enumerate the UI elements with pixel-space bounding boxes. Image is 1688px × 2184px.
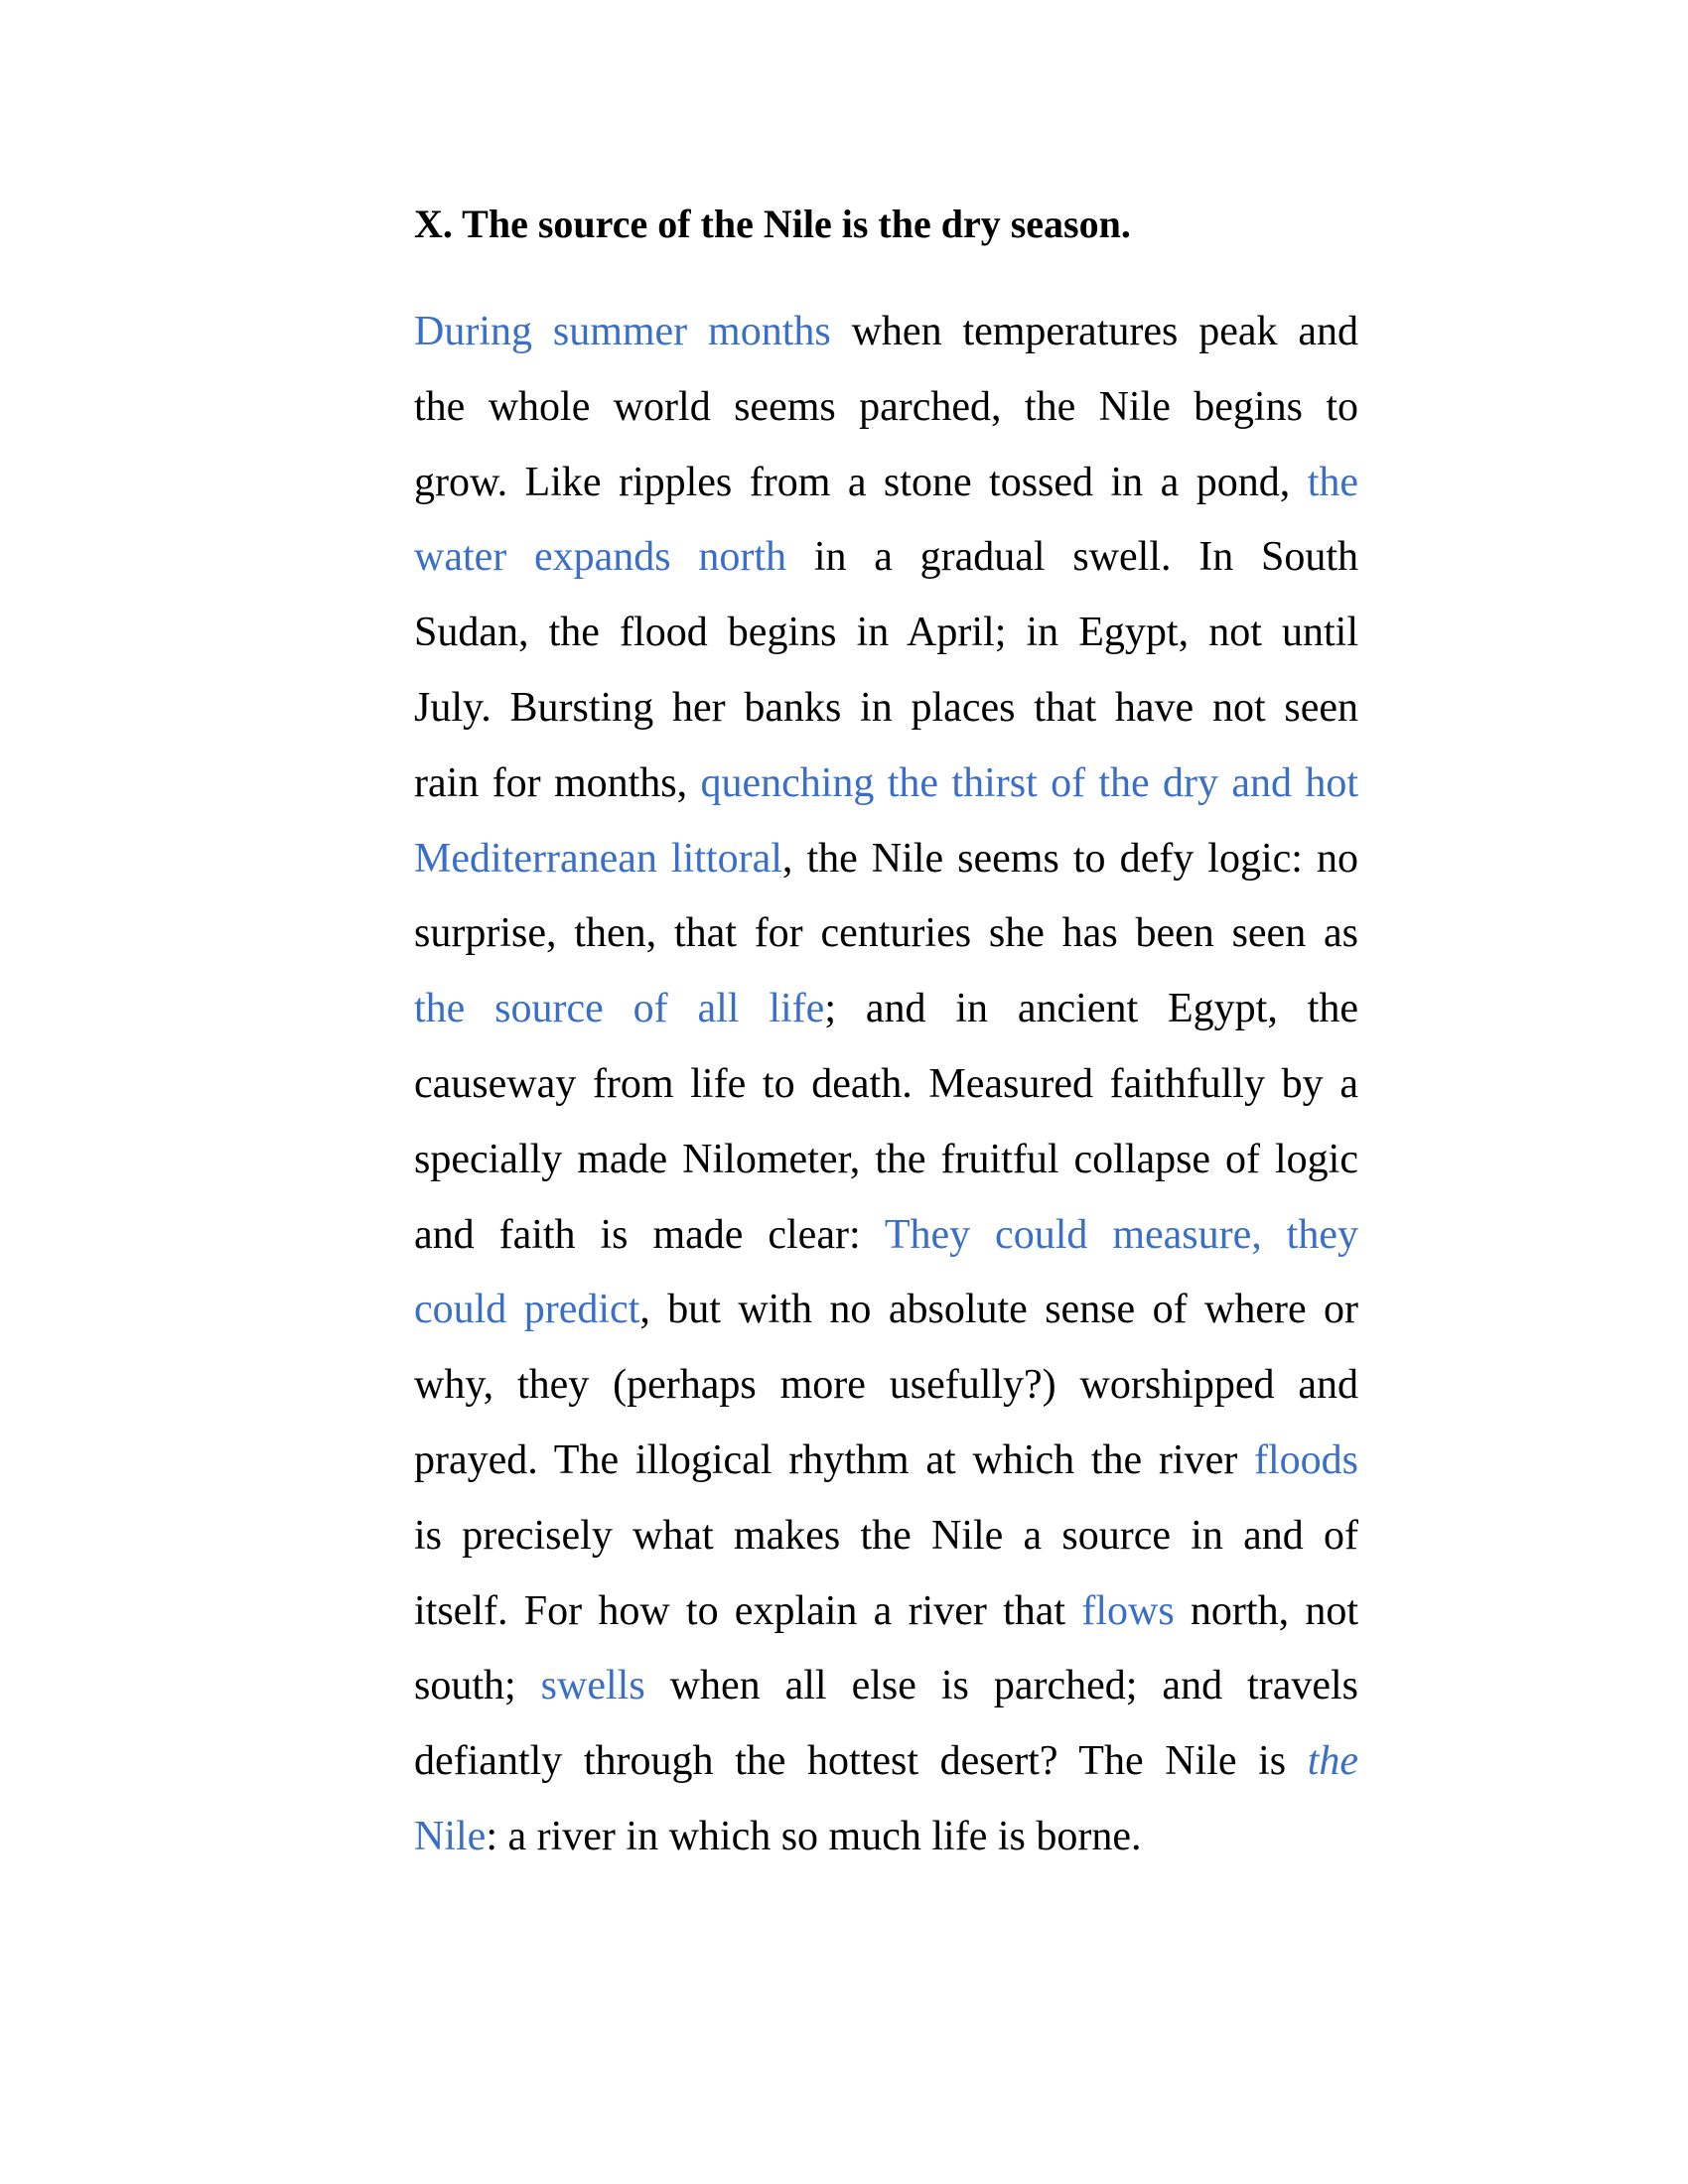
highlighted-phrase: the — [1307, 459, 1358, 505]
text-line — [414, 370, 1358, 446]
text-line — [414, 747, 1358, 822]
text-segment: and faith is made clear: — [414, 1211, 885, 1258]
body-paragraph — [414, 295, 1358, 1875]
text-segment: when temperatures peak and — [830, 309, 1359, 354]
text-segment: prayed. The illogical rhythm at which the river — [414, 1436, 1254, 1483]
highlighted-phrase: During summer months — [414, 309, 831, 354]
text-segment: when all else is parched; and travels — [644, 1663, 1358, 1709]
text-segment: : a river in which so much life is borne. — [486, 1813, 1142, 1859]
text-segment: Sudan, the flood begins in April; in Egypt, not until — [414, 610, 1358, 656]
highlighted-phrase: floods — [1254, 1436, 1358, 1483]
text-line — [414, 520, 1358, 596]
text-segment: rain for months, — [414, 759, 701, 806]
text-line — [414, 1123, 1358, 1198]
text-line — [414, 596, 1358, 671]
text-segment: defiantly through the hottest desert? The Nile is — [414, 1738, 1308, 1785]
text-segment: surprise, then, that for centuries she has been seen as — [414, 910, 1358, 957]
text-line — [414, 896, 1358, 972]
text-line — [414, 1574, 1358, 1650]
text-line — [414, 822, 1358, 897]
section-heading: X. The source of the Nile is the dry season. — [414, 202, 1131, 246]
text-segment: itself. For how to explain a river that — [414, 1587, 1082, 1634]
text-segment: the whole world seems parched, the Nile begins to — [414, 383, 1358, 430]
highlighted-phrase: water expands north — [414, 534, 787, 581]
text-line — [414, 972, 1358, 1047]
text-line — [414, 1198, 1358, 1274]
text-segment: north, not — [1174, 1587, 1358, 1634]
highlighted-phrase: Mediterranean littoral — [414, 835, 782, 882]
text-segment: causeway from life to death. Measured faithfully by a — [414, 1060, 1358, 1107]
text-segment: south; — [414, 1663, 541, 1709]
highlighted-phrase: the source of all life — [414, 986, 825, 1032]
text-line — [414, 1724, 1358, 1800]
highlighted-phrase: They could measure, they — [884, 1211, 1358, 1258]
text-line — [414, 1424, 1358, 1499]
text-segment: , the Nile seems to defy logic: no — [781, 835, 1358, 882]
text-segment: is precisely what makes the Nile a source in and of — [414, 1512, 1358, 1559]
highlighted-phrase: swells — [540, 1663, 645, 1709]
text-segment: , but with no absolute sense of where or — [639, 1287, 1358, 1333]
highlighted-phrase: could predict — [414, 1287, 640, 1333]
text-line — [414, 295, 1358, 370]
text-segment: ; and in ancient Egypt, the — [824, 986, 1358, 1032]
text-line — [414, 1499, 1358, 1574]
text-line — [414, 446, 1358, 521]
text-line — [414, 671, 1358, 747]
text-line — [414, 1273, 1358, 1348]
text-segment: grow. Like ripples from a stone tossed in a pond, — [414, 459, 1308, 505]
text-line — [414, 1348, 1358, 1424]
text-line — [414, 1649, 1358, 1724]
text-segment: July. Bursting her banks in places that have not seen — [414, 684, 1358, 731]
highlighted-phrase: Nile — [414, 1813, 487, 1859]
text-line — [414, 1047, 1358, 1123]
highlighted-phrase: flows — [1081, 1587, 1175, 1634]
text-segment: specially made Nilometer, the fruitful collapse of logic — [414, 1136, 1358, 1182]
highlighted-phrase: the — [1307, 1738, 1358, 1785]
text-line — [414, 1800, 1358, 1875]
text-segment: in a gradual swell. In South — [786, 534, 1358, 581]
text-segment: why, they (perhaps more usefully?) worshipped and — [414, 1362, 1358, 1409]
highlighted-phrase: quenching the thirst of the dry and hot — [700, 759, 1359, 806]
